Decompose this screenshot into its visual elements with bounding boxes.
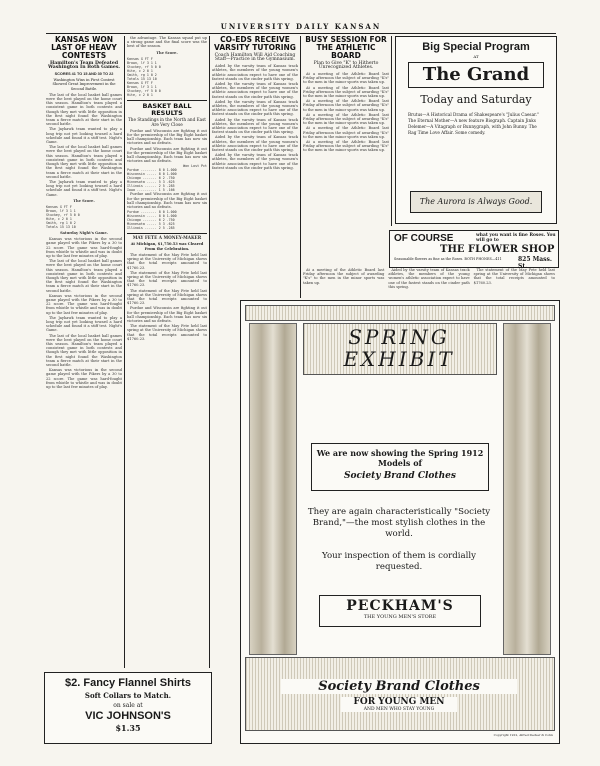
score-title: The Score. [156,50,178,55]
flannel-ad [44,672,212,744]
standing-row: Illinois ...... 2 5 .285 [127,226,175,231]
article-body: The last of the local basket ball games were the best played on the home court this season. Hamilton's team played a consistent game in both contests and though they met with little opposition in the first night found the Washington team a fierce match at their start in the second battle. [46,92,122,127]
article-body: Purdue and Wisconsin are fighting it out for the premiership of the Big Eight basket ball championship. Each team has now six victories and no defeats. [127,128,207,146]
standings-table [127,168,207,192]
ornate-border-top [245,305,555,321]
standing-row: Wisconsin ..... 8 0 1.000 [127,214,177,219]
flannel-sub: Soft Collars to Match. [84,691,172,700]
right-caryatid-pillar [503,323,551,655]
article-body: Purdue and Wisconsin are fighting it out for the premiership of the Big Eight basket ball championship. Each team has now six victories and no defeats. [127,306,207,323]
flower-name: THE FLOWER SHOP [440,244,555,255]
spring-p1: They are again characteristically "Society Brand,"—the most stylish clothes in the world. [307,507,491,539]
article-body: The statement of the May Fete held last spring at the University of Michigan shows that the total receipts amounted to $1760.23. [127,270,207,288]
spring-p2: Your inspection of them is cordially requested. [322,551,476,572]
standing-row: Purdue ........ 8 0 1.000 [127,168,177,173]
column-3 [212,36,298,298]
score-row: Stuckey, rf 5 0 0 [46,212,80,217]
flannel-on: on sale at [113,702,143,709]
score-row: Brown, lf 3 1 1 [127,84,157,89]
article-body: Kansas was victorious in the second game played with the Pikers by a 30 to 22 score. The game was hard-fought from whistle to whistle and was in doubt up to the last few minutes of play. [46,237,122,258]
notice-text: At a meeting of the Athletic Board last Friday afternoon the subject of awarding "K's" to the men in the minor sports was taken up. [303,268,385,285]
footer-stay-young: AND MEN WHO STAY YOUNG [341,707,457,712]
score-row: Kansas G FT F [127,80,153,85]
deck-michigan: At Michigan, $1,750.53 was Cleared From the Celebration. [130,242,204,251]
column-1 [46,36,122,668]
deck-standings: The Standings in the North and East Are Very Close [128,117,206,127]
spring-title-2: EXHIBIT [343,347,455,371]
column-rule [124,36,125,668]
score-row: Totals 15 13 10 [127,76,157,81]
column-rule [300,36,301,298]
column-rule [209,36,210,668]
score-table [46,205,122,229]
score-table [127,57,207,97]
grand-tagline-box [410,191,542,213]
score-row: Brown, lf 3 1 1 [46,208,76,213]
masthead: UNIVERSITY DAILY KANSAN [46,22,556,34]
article-body: Aided by the varsity team of Kansas track athletes, the members of the young women's athletic association expect to have one of the fastest stands on the cinder path this spring. [212,135,298,153]
spring-intro: We are now showing the Spring 1912 Models of [316,448,484,468]
article-body: At a meeting of the Athletic Board last Friday afternoon the subject of awarding "K's" to the men in the minor sports was taken up. [303,99,389,112]
article-body: The Jayhawk team wanted to play a long trip not yet looking toward a hard schedule and found it a stiff test. Night's Game. [46,179,122,197]
sat-heading: Saturday Night's Game. [60,230,108,235]
article-body: The last of the local basket ball games were the best played on the home court this season. Hamilton's team played a consistent game in both contests and though they met with little opposition in the first night found the Washington team a fierce match at their start in the second battle. [46,145,122,179]
standing-row: Iowa .......... 1 5 .166 [127,188,175,193]
score-row: Smith, rg 1 0 2 [127,72,157,77]
flower-side: what you want is fine Roses. You will go to [476,233,556,243]
grand-at: AT [473,54,479,59]
article-body: Kansas was victorious in the second game played with the Pikers by a 30 to 22 score. The game was hard-fought from whistle to whistle and was in doubt up to the last few minutes of play. [46,368,122,390]
standings-head: Won Lost Pct [183,164,207,169]
article-body: The last of the local basket ball games were the best played on the home court this season. Hamilton's team played a consistent game in both contests and though they met with little opposition in the first night found the Washington team a fierce match at their start in the second battle. [46,259,122,293]
left-caryatid-pillar [249,323,297,655]
article-body: At a meeting of the Athletic Board last Friday afternoon the subject of awarding "K's" to the men in the minor sports was taken up. [303,126,389,139]
score-row: Brown, lf 3 1 1 [127,60,157,65]
article-body: The statement of the May Fete held last spring at the University of Michigan shows that the total receipts amounted to $1760.23. [127,324,207,341]
score-row: Hite, c 2 0 1 [127,68,153,73]
store-sub: THE YOUNG MEN'S STORE [363,614,437,620]
score-row: Hite, c 2 0 1 [46,216,72,221]
article-body: Kansas was victorious in the second game played with the Pikers by a 30 to 22 score. The game was hard-fought from whistle to whistle and was in doubt up to the last few minutes of play. [46,293,122,315]
score-row: Smith, rg 1 0 2 [46,220,76,225]
score-row: Hite, c 2 0 1 [127,92,153,97]
deck-plan: Plan to Give "K" to Hitherto Unrecognized Athletes. [313,60,379,70]
grand-ad [395,36,557,224]
standing-row: Minnesota ..... 5 3 .625 [127,180,175,185]
column-4 [303,36,389,298]
flower-ad [389,230,559,268]
score-row: Kansas G FT F [127,56,153,61]
article-body: Aided by the varsity team of Kansas track athletes, the members of the young women's athletic association expect to have one of the fastest stands on the cinder path this spring. [212,99,298,117]
article-body: At a meeting of the Athletic Board last Friday afternoon the subject of awarding "K's" to the men in the minor sports was taken up. [303,112,389,126]
standing-row: Minnesota ..... 5 3 .625 [127,222,175,227]
standings-table [127,210,207,230]
grand-top: Big Special Program [422,41,530,53]
article-body: The last of the local basket ball games were the best played on the home court this season. Hamilton's team played a consistent game in both contests and though they met with little opposition in the first night found the Washington team a fierce match at their start in the second battle. [46,333,122,368]
flannel-price: $1.35 [115,723,141,733]
headline-may-fete: MAY FETE A MONEY-MAKER [132,235,202,241]
grand-name-box [408,62,544,88]
deck-washington: Washington Wins in First Contest Showed Great Improvement in the Second Battle. [52,78,116,91]
article-body: Aided by the varsity team of Kansas track athletes, the members of the young women's athletic association expect to have one of the fastest stands on the cinder path this spring. [212,64,298,81]
grand-when: Today and Saturday [420,93,532,106]
headline-basket-ball: BASKET BALL RESULTS [142,101,192,117]
store-box [319,595,481,627]
grand-name: The Grand [422,64,530,85]
footer-young-men: FOR YOUNG MEN [341,697,457,707]
flower-addr: 825 Mass. St. [518,256,552,270]
spring-brand: Society Brand Clothes [344,471,456,481]
standing-row: Illinois ...... 2 5 .285 [127,184,175,189]
standing-row: Chicago ....... 6 2 .750 [127,218,175,223]
spring-title-1: SPRING [348,325,450,349]
article-body: At a meeting of the Athletic Board last Friday afternoon the subject of awarding "K's" to the men in the minor sports was taken up. [303,72,389,85]
article-body: the advantage. The Kansas squad put up a strong game and the final score was the best of the season. [127,36,207,49]
headline-coeds: CO-EDS RECEIVE VARSITY TUTORING [214,36,296,52]
article-body: Aided by the varsity team of Kansas track athletes, the members of the young women's athletic association expect to have one of the fastest stands on the cinder path this spring. [212,153,298,170]
store-name: PECKHAM'S [346,598,454,614]
article-body: The Jayhawk team wanted to play a long trip not yet looking toward a hard schedule and found it a stiff test. Night's Game. [46,127,122,145]
deck-scores: SCORES 41 TO 15 AND 30 TO 22 [54,72,114,77]
notice-text: The statement of the May Fete held last spring at the University of Michigan shows that the total receipts amounted to $1760.23. [473,268,555,285]
article-body: Aided by the varsity team of Kansas track athletes, the members of the young women's athletic association expect to have one of the fastest stands on the cinder path this spring. [212,117,298,135]
standing-row: Purdue ........ 8 0 1.000 [127,210,177,215]
column-notices [303,268,555,298]
standing-row: Chicago ....... 6 2 .750 [127,176,175,181]
flannel-head: $2. Fancy Flannel Shirts [65,677,191,689]
column-2 [127,36,207,668]
score-title: The Score. [73,198,95,203]
flannel-store: VIC JOHNSON'S [85,710,171,722]
intro-box [311,443,489,491]
article-body: The statement of the May Fete held last spring at the University of Michigan shows that the total receipts amounted to $1760.23. [127,288,207,306]
article-body: Purdue and Wisconsin are fighting it out for the premiership of the Big Eight basket ball championship. Each team has now six victories and no defeats. [127,146,207,164]
flower-line: Seasonable flowers as fine as the Roses. BOTH PHONES—411 [394,257,502,261]
copyright: Copyright 1912, Alfred Decker & Cohn [493,733,553,737]
article-body: Aided by the varsity team of Kansas track athletes, the members of the young women's athletic association expect to have one of the fastest stands on the cinder path this spring. [212,81,298,99]
deck-hamilton: Hamilton's Team Defeated Washington In Both Games. [47,60,121,70]
headline-kansas-won: KANSAS WON LAST OF HEAVY CONTESTS [51,36,117,60]
flower-head: OF COURSE [394,233,454,244]
score-row: Stuckey, rf 5 0 0 [127,64,161,69]
article-body: The statement of the May Fete held last spring at the University of Michigan shows that the total receipts amounted to $1760.23. [127,252,207,270]
notice-text: Aided by the varsity team of Kansas track athletes, the members of the young women's athletic association expect to have one of the fastest stands on the cinder path this spring. [388,268,470,289]
standing-row: Wisconsin ..... 8 0 1.000 [127,172,177,177]
deck-coach: Coach Hamilton Will Aid Coaching Staff—Practice in the Gymnasium. [214,52,296,62]
ornate-border-bottom [245,657,555,731]
headline-busy-session: BUSY SESSION FOR THE ATHLETIC BOARD [305,36,387,60]
spring-exhibit-ad [240,300,560,744]
grand-program: Brutus—A Historical Drama of Shakespeare's "Julius Caesar." The Eternal Mother—A new feature Biograph. Captain Jinks Delemer—A Vitagraph or Bunnygraph, with John Bunny. The Rag Time Love Affair. Some comedy. [408,112,539,135]
column-rule [391,36,392,226]
footer-brand: Society Brand Clothes [281,679,517,694]
score-row: Stuckey, rf 5 0 0 [127,88,161,93]
article-body: At a meeting of the Athletic Board last Friday afternoon the subject of awarding "K's" to the men in the minor sports was taken up. [303,85,389,99]
score-row: Totals 15 13 10 [46,224,76,229]
article-body: Purdue and Wisconsin are fighting it out for the premiership of the Big Eight basket ball championship. Each team has now six victories and no defeats. [127,192,207,210]
score-row: Kansas G FT F [46,204,72,209]
article-body: The Jayhawk team wanted to play a long trip not yet looking toward a hard schedule and found it a stiff test. Night's Game. [46,315,122,333]
grand-tagline: The Aurora is Always Good. [419,197,533,206]
article-body: At a meeting of the Athletic Board last Friday afternoon the subject of awarding "K's" to the men in the minor sports was taken up. [303,140,389,153]
